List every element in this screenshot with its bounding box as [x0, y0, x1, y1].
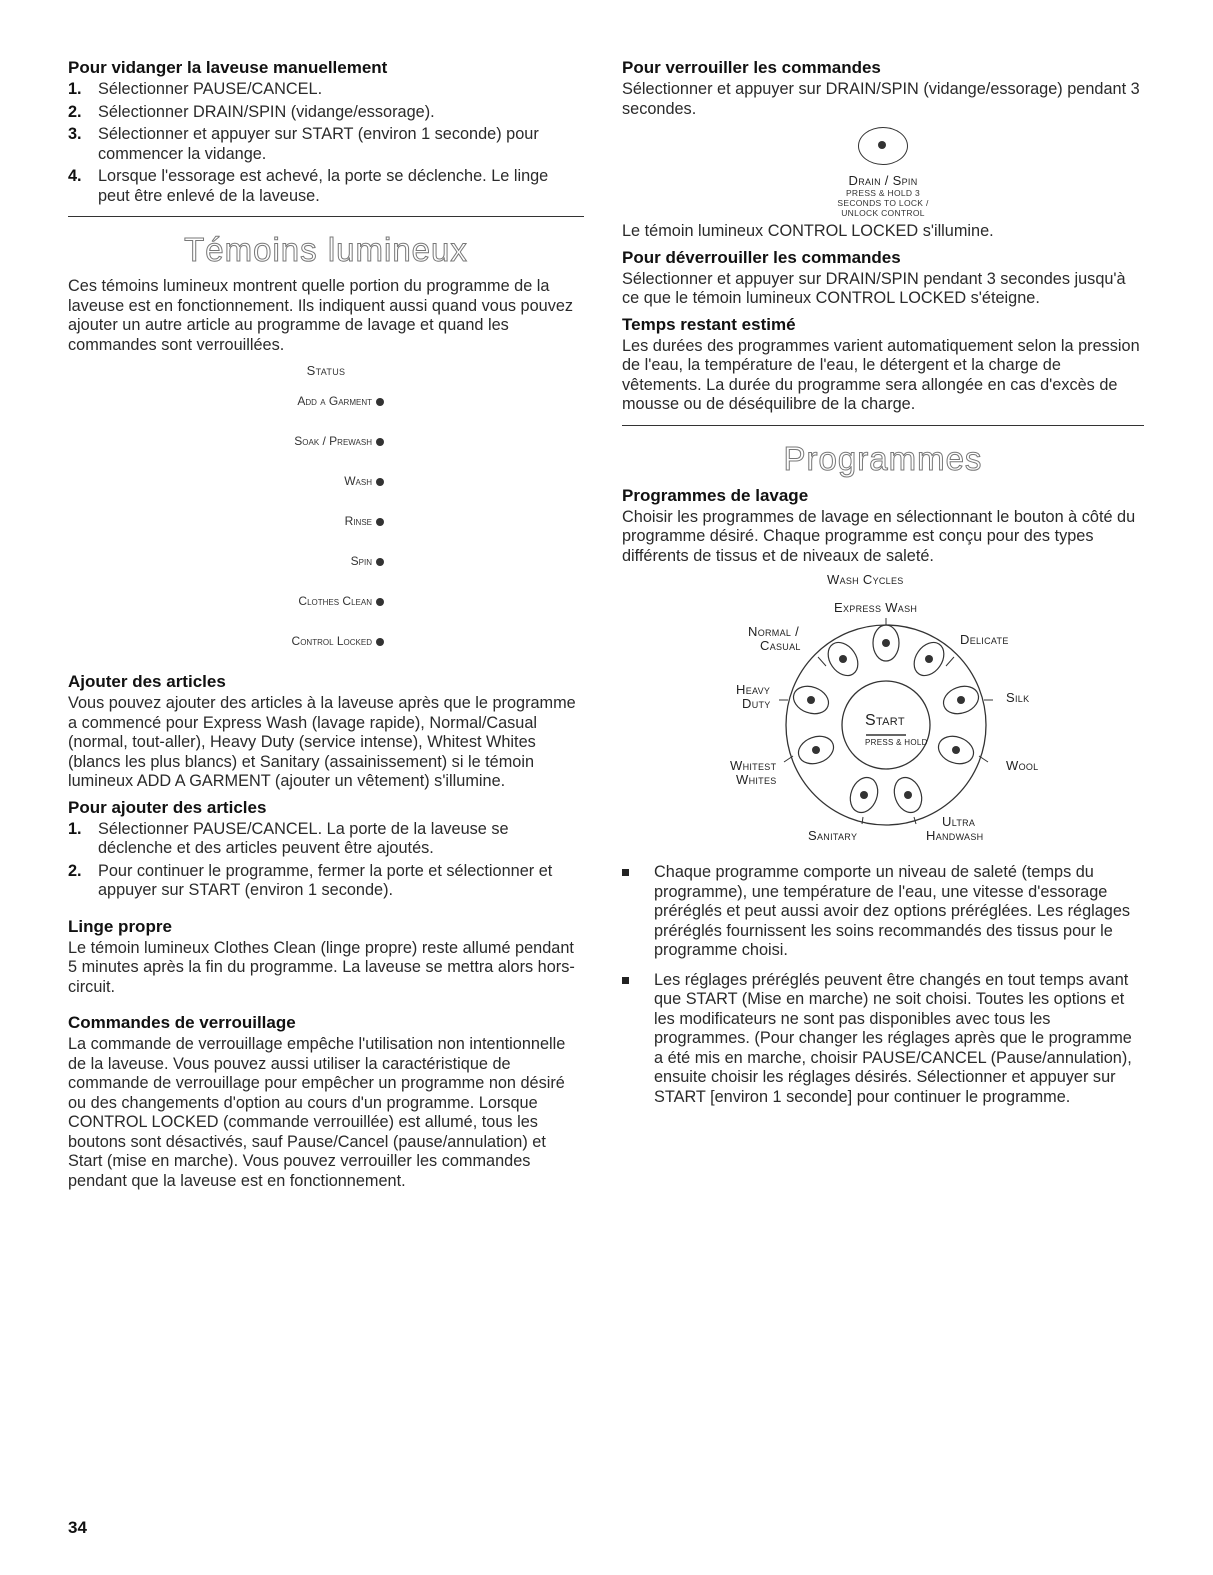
programmes-text: Choisir les programmes de lavage en sélectionnant le bouton à côté du programme désiré. Chaque programme est conçu pour des types différents de tissus et de niveaux de saleté.	[622, 507, 1136, 565]
ajouter-heading: Ajouter des articles	[68, 672, 226, 691]
status-light-row: Spin	[68, 554, 584, 594]
label-ultra: Ultra	[942, 814, 976, 829]
start-sub-label: PRESS & HOLD	[865, 738, 928, 747]
label-duty: Duty	[742, 696, 771, 711]
temoins-text: Ces témoins lumineux montrent quelle portion du programme de la laveuse est en fonctionnement. Ils indiquent aussi quand vous pouvez ajouter un autre article au programme de lavage et quand les commandes sont verrouillées.	[68, 277, 574, 354]
ajouter-text: Vous pouvez ajouter des articles à la laveuse après que le programme a commencé pour Express Wash (lavage rapide), Normal/Casual (normal, tout-aller), Heavy Duty (service intense), Whitest Whites (blancs les plus blancs) et Sanitary (assainissement) si le témoin lumineux ADD A GARMENT (ajouter un vêtement) s'illumine.	[68, 694, 576, 790]
list-item: Chaque programme comporte un niveau de saleté (temps du programme), une température de l'eau, une vitesse d'essorage préréglés et peut aussi avoir dez options préréglées. Les réglages préréglés fournissent les soins recommandés des tissus pour le programme choisi.	[622, 863, 1144, 961]
list-item: 2. Sélectionner DRAIN/SPIN (vidange/essorage).	[68, 102, 435, 121]
programmes-bullets	[622, 863, 1144, 1107]
linge-heading: Linge propre	[68, 916, 172, 936]
lock-text: Sélectionner et appuyer sur DRAIN/SPIN (vidange/essorage) pendant 3 secondes.	[622, 80, 1140, 118]
list-item: 1. Sélectionner PAUSE/CANCEL. La porte de la laveuse se déclenche et des articles peuvent être ajoutés.	[68, 819, 509, 857]
label-casual: Casual	[760, 638, 801, 653]
status-light-row: Add a Garment	[68, 394, 584, 434]
indicator-light-icon	[376, 398, 384, 406]
drain-spin-sub: UNLOCK CONTROL	[841, 208, 925, 218]
list-item: 2. Pour continuer le programme, fermer la porte et sélectionner et appuyer sur START (environ 1 seconde).	[68, 861, 553, 899]
drain-spin-sub: SECONDS TO LOCK /	[837, 198, 929, 208]
list-item: 1. Sélectionner PAUSE/CANCEL.	[68, 80, 323, 98]
indicator-light-icon	[376, 478, 384, 486]
drain-spin-button-figure	[622, 127, 1144, 218]
status-title: Status	[306, 363, 346, 378]
label-sanitary: Sanitary	[808, 828, 858, 843]
indicator-light-icon	[878, 141, 886, 149]
drain-heading: Pour vidanger la laveuse manuellement	[68, 58, 388, 77]
divider	[68, 216, 584, 217]
start-label: Start	[865, 712, 905, 729]
drain-spin-button	[858, 127, 908, 165]
list-item: Les réglages préréglés peuvent être changés en tout temps avant que START (Mise en marche) ne soit choisi. Toutes les options et les modificateurs ne sont pas disponibles avec tous les programmes. (Pour changer les réglages après que le programme a été mis en marche, choisir PAUSE/CANCEL (Pause/annulation), ensuite choisir les réglages désirés. Sélectionner et appuyer sur START [environ 1 seconde] pour continuer le programme.	[622, 971, 1144, 1108]
programmes-heading: Programmes de lavage	[622, 485, 809, 505]
temps-text: Les durées des programmes varient automatiquement selon la pression de l'eau, la température de l'eau, le détergent et la charge de vêtements. La durée du programme sera allongée en cas d'excès de mousse ou de déséquilibre de la charge.	[622, 336, 1140, 413]
temoins-title: Témoins lumineux	[184, 231, 468, 268]
status-light-row: Control Locked	[68, 634, 584, 656]
unlock-heading: Pour déverrouiller les commandes	[622, 247, 901, 267]
dial-title: Wash Cycles	[827, 572, 904, 587]
label-express-wash: Express Wash	[834, 600, 918, 615]
ajouter-subheading: Pour ajouter des articles	[68, 797, 267, 817]
list-item: 4. Lorsque l'essorage est achevé, la porte se déclenche. Le linge peut être enlevé de la laveuse.	[68, 167, 549, 205]
drain-spin-sub: PRESS & HOLD 3	[845, 188, 921, 198]
temps-heading: Temps restant estimé	[622, 314, 796, 334]
ajouter-steps	[68, 820, 584, 901]
label-wool: Wool	[1006, 758, 1039, 773]
indicator-light-icon	[376, 598, 384, 606]
label-silk: Silk	[1006, 690, 1030, 705]
wash-cycles-dial	[622, 572, 1144, 857]
list-item: 3. Sélectionner et appuyer sur START (environ 1 seconde) pour commencer la vidange.	[68, 125, 539, 163]
label-whitest: Whitest	[730, 758, 777, 773]
commandes-text: La commande de verrouillage empêche l'utilisation non intentionnelle de la laveuse. Vous pouvez aussi utiliser la caractéristique de commande de verrouillage pour empêcher un programme non désiré ou des changements d'option au cours d'un programme. Lorsque CONTROL LOCKED (commande verrouillée) est allumé, tous les boutons sont désactivés, sauf Pause/Cancel (pause/annulation) et Start (mise en marche). Vous pouvez verrouiller les commandes pendant que la laveuse est en fonctionnement.	[68, 1035, 566, 1190]
indicator-light-icon	[376, 638, 384, 646]
programmes-title: Programmes	[783, 439, 983, 477]
page-number: 34	[68, 1518, 87, 1537]
lock-heading: Pour verrouiller les commandes	[622, 58, 881, 77]
label-normal: Normal /	[748, 624, 800, 639]
commandes-heading: Commandes de verrouillage	[68, 1013, 296, 1032]
linge-text: Le témoin lumineux Clothes Clean (linge propre) reste allumé pendant 5 minutes après la fin du programme. La laveuse se mettra alors hors-circuit.	[68, 938, 575, 996]
status-panel	[68, 363, 584, 656]
drain-steps	[68, 80, 584, 206]
label-whites: Whites	[736, 772, 777, 787]
unlock-text: Sélectionner et appuyer sur DRAIN/SPIN pendant 3 secondes jusqu'à ce que le témoin lumineux CONTROL LOCKED s'éteigne.	[622, 269, 1126, 307]
status-light-row: Wash	[68, 474, 584, 514]
drain-spin-label: Drain / Spin	[848, 173, 918, 188]
status-light-row: Rinse	[68, 514, 584, 554]
label-handwash: Handwash	[926, 828, 984, 843]
label-delicate: Delicate	[960, 632, 1009, 647]
lock-after-text: Le témoin lumineux CONTROL LOCKED s'illumine.	[622, 222, 994, 240]
label-heavy: Heavy	[736, 682, 771, 697]
indicator-light-icon	[376, 518, 384, 526]
left-column	[68, 58, 584, 1197]
indicator-light-icon	[376, 558, 384, 566]
status-light-row: Clothes Clean	[68, 594, 584, 634]
status-light-row: Soak / Prewash	[68, 434, 584, 474]
indicator-light-icon	[376, 438, 384, 446]
divider	[622, 425, 1144, 426]
right-column	[622, 58, 1144, 1117]
